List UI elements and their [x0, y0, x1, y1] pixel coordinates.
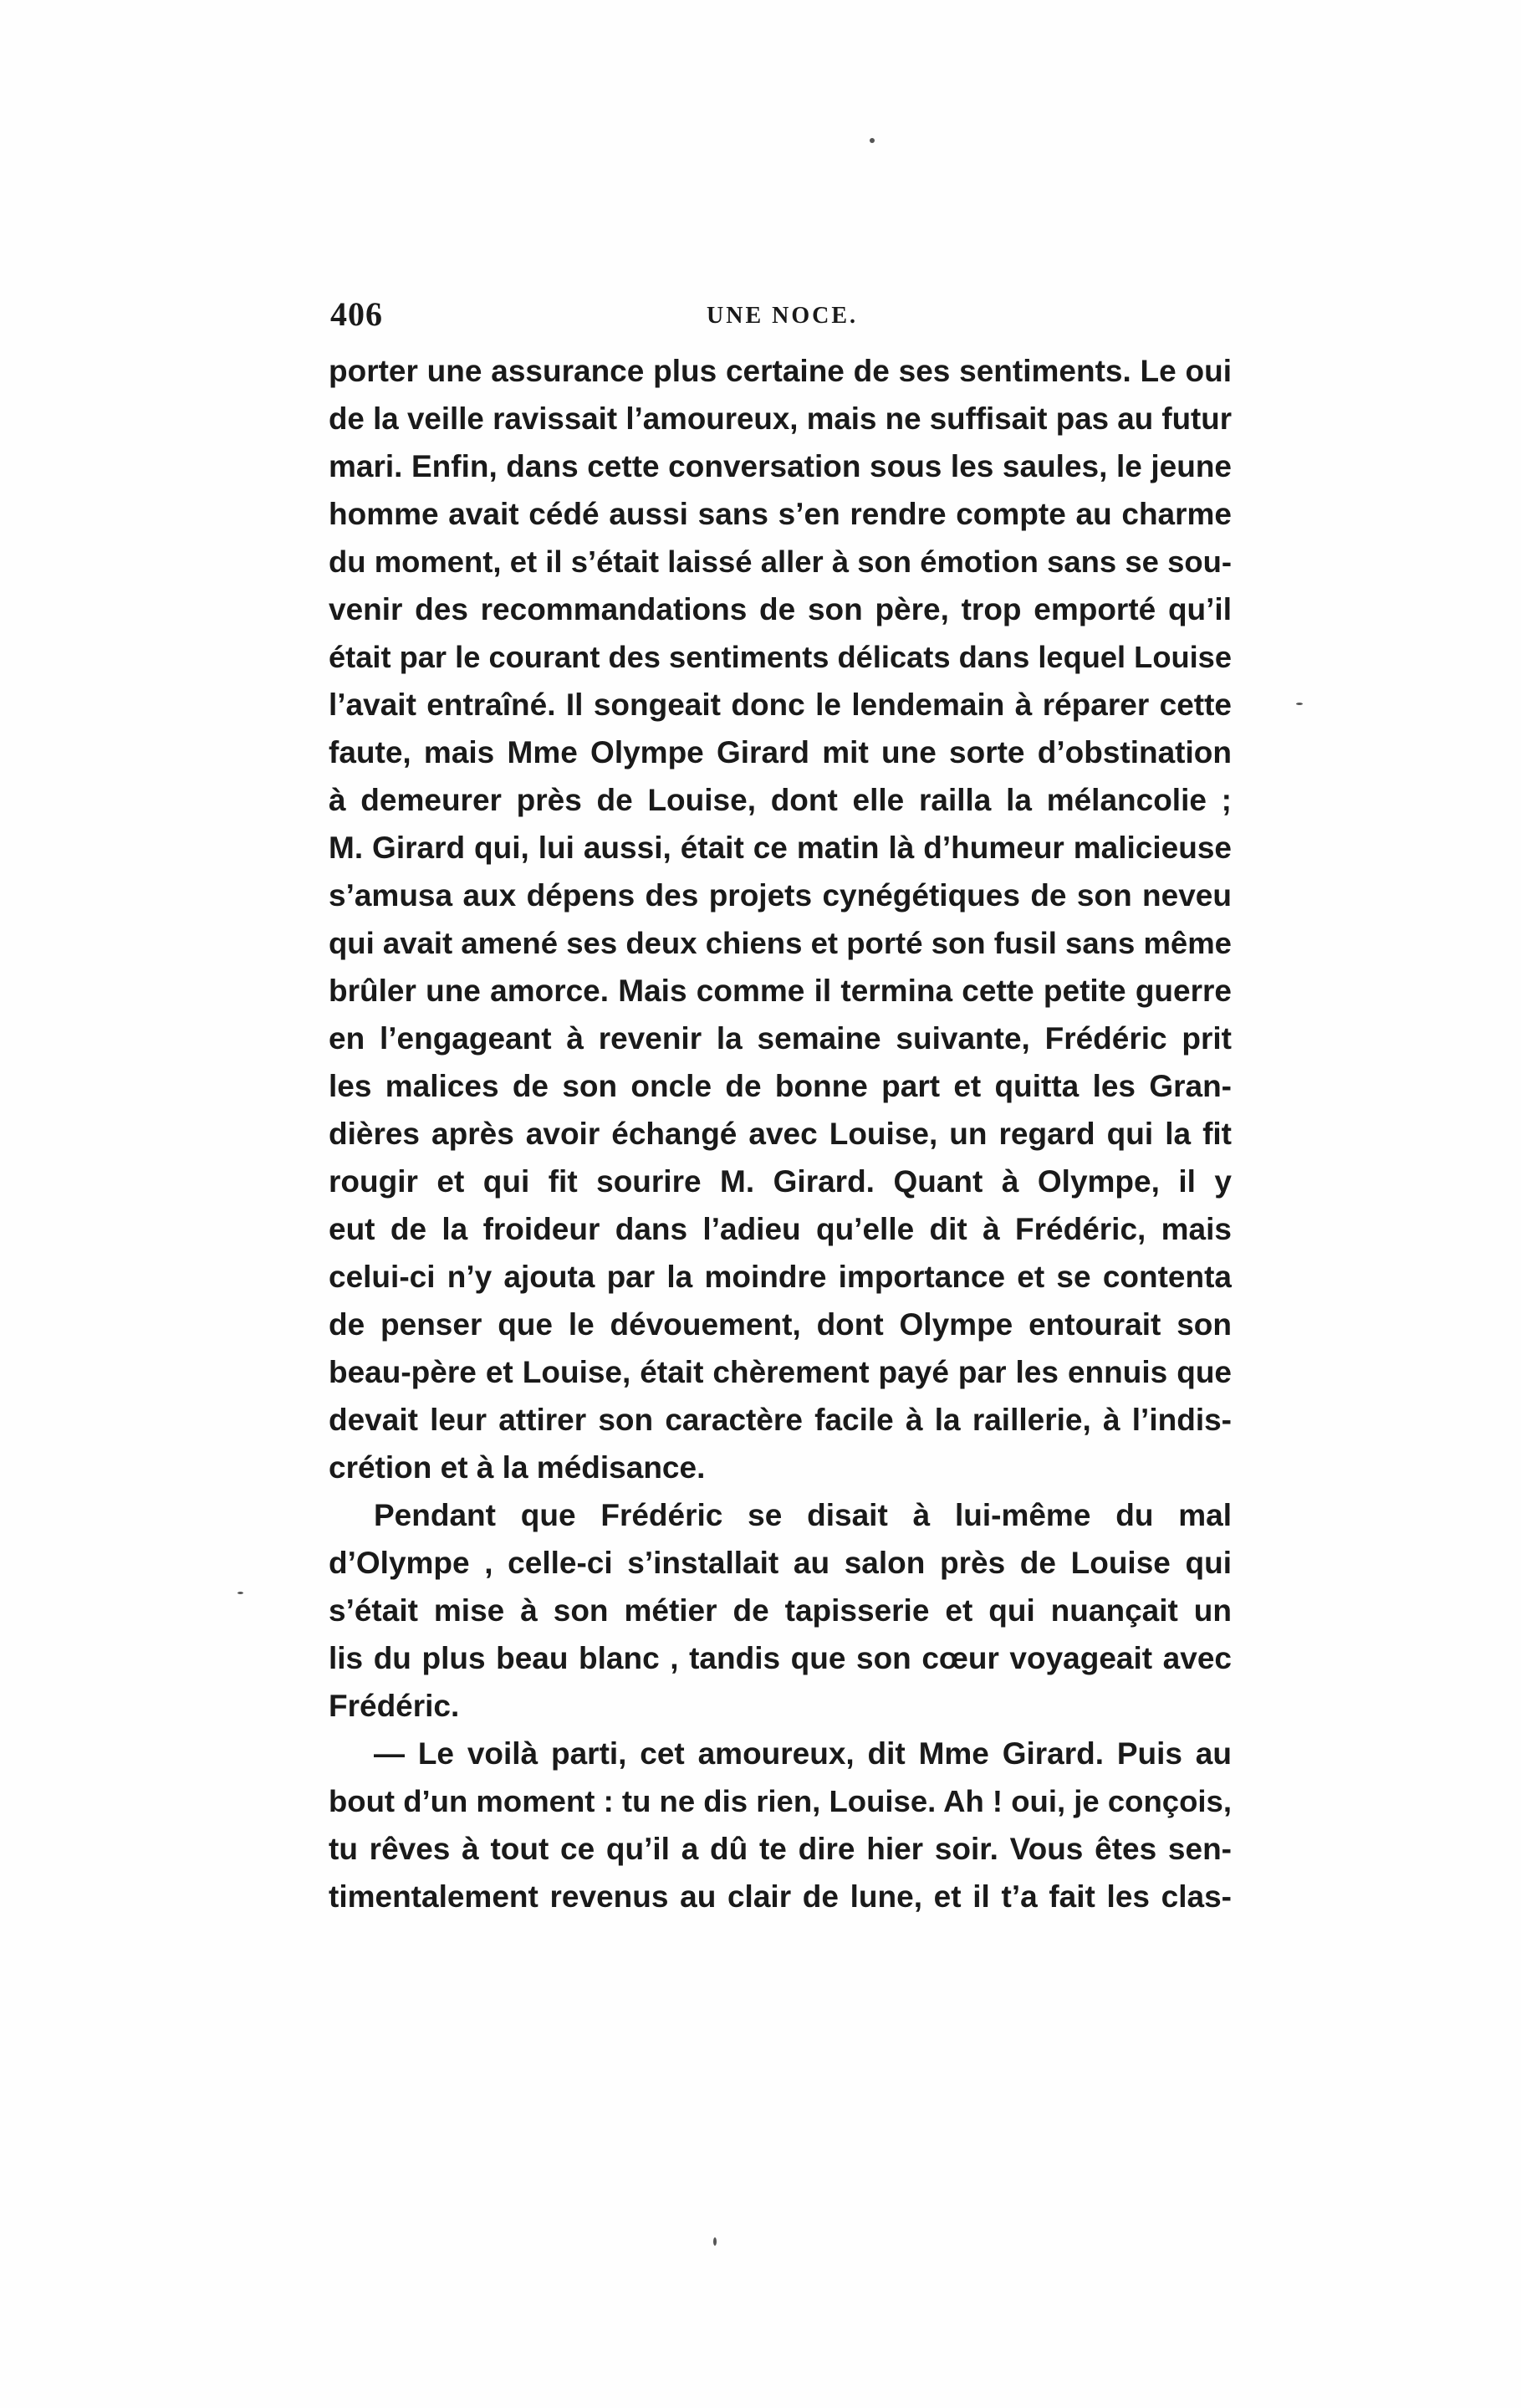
scan-speck [713, 2237, 717, 2246]
body-text [329, 347, 1232, 1920]
text-line: qui avait amené ses deux chiens et porté son fusil sans même [329, 926, 1232, 960]
text-line: tu rêves à tout ce qu’il a dû te dire hier soir. Vous êtes sen- [329, 1832, 1232, 1866]
text-line: s’amusa aux dépens des projets cynégétiques de son neveu [329, 878, 1232, 913]
text-line: du moment, et il s’était laissé aller à son émotion sans se sou- [329, 544, 1232, 579]
text-line: Pendant que Frédéric se disait à lui-même du mal [374, 1498, 1232, 1532]
text-line: crétion et à la médisance. [329, 1450, 706, 1485]
text-line: beau-père et Louise, était chèrement payé par les ennuis que [329, 1355, 1232, 1389]
scan-speck [870, 138, 875, 143]
text-line: rougir et qui fit sourire M. Girard. Quant à Olympe, il y [329, 1164, 1232, 1199]
text-line: les malices de son oncle de bonne part et quitta les Gran- [329, 1069, 1232, 1103]
paragraph-2 [329, 1491, 1232, 1730]
text-line: timentalement revenus au clair de lune, et il t’a fait les clas- [329, 1879, 1232, 1914]
text-line: l’avait entraîné. Il songeait donc le lendemain à réparer cette [329, 688, 1232, 722]
text-line: d’Olympe , celle-ci s’installait au salon près de Louise qui [329, 1546, 1232, 1580]
text-line: bout d’un moment : tu ne dis rien, Louise. Ah ! oui, je conçois, [329, 1784, 1232, 1818]
text-line: était par le courant des sentiments délicats dans lequel Louise [329, 640, 1232, 674]
text-line: — Le voilà parti, cet amoureux, dit Mme Girard. Puis au [374, 1736, 1232, 1771]
text-line: dières après avoir échangé avec Louise, un regard qui la fit [329, 1117, 1232, 1151]
text-line: de penser que le dévouement, dont Olympe entourait son [329, 1307, 1232, 1342]
text-line: porter une assurance plus certaine de ses sentiments. Le oui [329, 354, 1232, 388]
text-line: s’était mise à son métier de tapisserie et qui nuançait un [329, 1593, 1232, 1628]
text-line: venir des recommandations de son père, trop emporté qu’il [329, 592, 1232, 626]
text-line: devait leur attirer son caractère facile à la raillerie, à l’indis- [329, 1403, 1232, 1437]
running-title: UNE NOCE. [707, 303, 859, 329]
text-line: de la veille ravissait l’amoureux, mais ne suffisait pas au futur [329, 401, 1232, 436]
text-line: à demeurer près de Louise, dont elle railla la mélancolie ; [329, 783, 1232, 817]
text-line: Frédéric. [329, 1689, 460, 1723]
text-line: M. Girard qui, lui aussi, était ce matin là d’humeur malicieuse [329, 831, 1232, 865]
text-line: mari. Enfin, dans cette conversation sous les saules, le jeune [329, 449, 1232, 483]
text-line: brûler une amorce. Mais comme il termina cette petite guerre [329, 974, 1232, 1008]
text-line: en l’engageant à revenir la semaine suivante, Frédéric prit [329, 1021, 1232, 1056]
text-line: eut de la froideur dans l’adieu qu’elle dit à Frédéric, mais [329, 1212, 1232, 1246]
page-number: 406 [330, 295, 383, 333]
text-line: lis du plus beau blanc , tandis que son cœur voyageait avec [329, 1641, 1232, 1675]
text-line: faute, mais Mme Olympe Girard mit une sorte d’obstination [329, 735, 1232, 769]
scan-speck [237, 1592, 243, 1594]
paragraph-3 [329, 1730, 1232, 1920]
paragraph-1 [329, 347, 1232, 1491]
page-header [330, 294, 1233, 336]
scan-speck [1296, 703, 1303, 705]
text-line: homme avait cédé aussi sans s’en rendre compte au charme [329, 497, 1232, 531]
text-line: celui-ci n’y ajouta par la moindre importance et se contenta [329, 1260, 1232, 1294]
